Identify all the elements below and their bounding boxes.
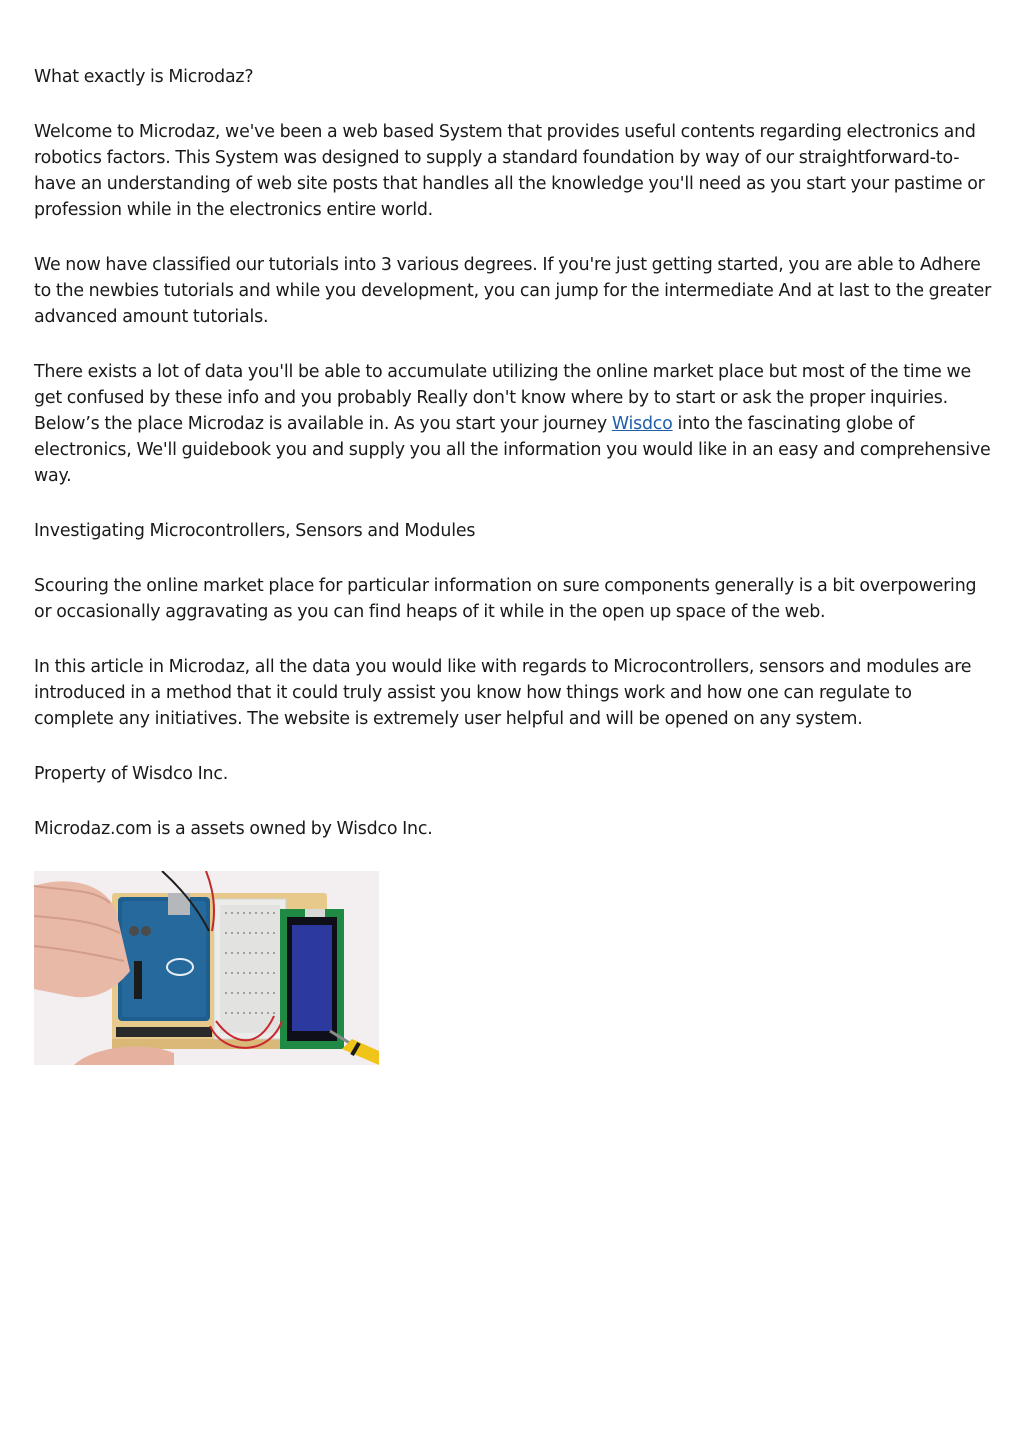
heading-what-is-microdaz: What exactly is Microdaz? [34, 67, 254, 87]
paragraph-in-this-article: In this article in Microdaz, all the data you would like with regards to Microcontrollers, sensors and modules are introduced in a method that it could truly assist you know how things work and how one can regulate to complete any initiatives. The website is extremely user helpful and will be opened on any system. [34, 657, 972, 729]
paragraph-scouring: Scouring the online market place for particular information on sure components generally is a bit overpowering or occasionally aggravating as you can find heaps of it while in the open up space of the web. [34, 576, 977, 622]
wisdco-link[interactable]: Wisdco [611, 414, 673, 434]
paragraph-tutorial-levels: We now have classified our tutorials into 3 various degrees. If you're just getting started, you are able to Adhere to the newbies tutorials and while you development, you can jump for the intermediate And at last to the greater advanced amount tutorials. [34, 255, 992, 327]
paragraph-data-online-before: There exists a lot of data you'll be able to accumulate utilizing the online market place but most of the time we get confused by these info and you probably Really don't know where by to start or ask the proper inquiries. Below’s the place Microdaz is available in. As you start your journey [34, 362, 972, 434]
paragraph-assets-owned: Microdaz.com is a assets owned by Wisdco Inc. [34, 819, 433, 839]
document-body [34, 64, 994, 1065]
paragraph-welcome: Welcome to Microdaz, we've been a web based System that provides useful contents regarding electronics and robotics factors. This System was designed to supply a standard foundation by way of our straightforward-to-have an understanding of web site posts that handles all the knowledge you'll need as you start your pastime or profession while in the electronics entire world. [34, 122, 985, 220]
heading-investigating: Investigating Microcontrollers, Sensors and Modules [34, 521, 476, 541]
paragraph-data-online-after: into the fascinating globe of electronics, We'll guidebook you and supply you all the information you would like in an easy and comprehensive way. [34, 414, 991, 486]
paragraph-property: Property of Wisdco Inc. [34, 764, 229, 784]
arduino-lcd-photo [34, 871, 379, 1065]
paragraph-data-online [34, 359, 994, 489]
